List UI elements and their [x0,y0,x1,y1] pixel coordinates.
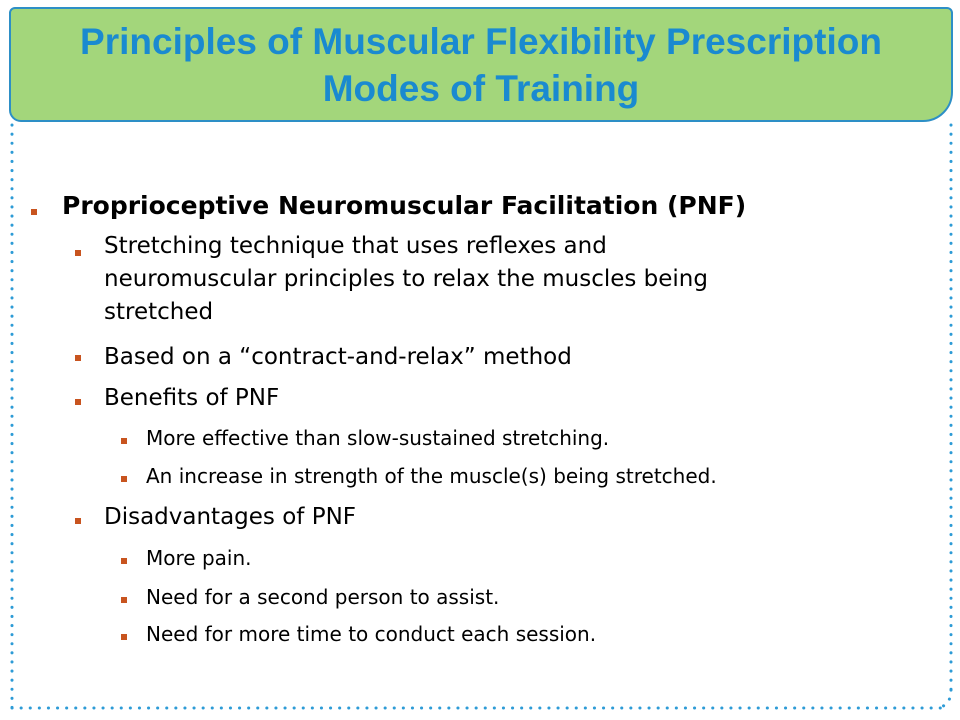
square-bullet-icon [75,399,81,405]
method-point: Based on a “contract-and-relax” method [104,344,572,370]
benefits-heading: Benefits of PNF [104,385,280,411]
square-bullet-icon [31,209,37,215]
technique-line-1: Stretching technique that uses reflexes and [104,233,607,259]
slide-title: Principles of Muscular Flexibility Prescription [80,20,882,62]
square-bullet-icon [75,355,81,361]
technique-line-3: stretched [104,299,214,325]
square-bullet-icon [121,597,127,603]
disadvantage-item: More pain. [146,546,252,570]
square-bullet-icon [75,518,81,524]
benefit-item: More effective than slow-sustained stretching. [146,426,610,450]
disadvantage-item: Need for more time to conduct each session. [146,622,597,646]
square-bullet-icon [121,558,127,564]
benefit-item: An increase in strength of the muscle(s) being stretched. [146,464,717,488]
disadvantage-item: Need for a second person to assist. [146,585,500,609]
square-bullet-icon [121,476,127,482]
square-bullet-icon [121,438,127,444]
technique-line-2: neuromuscular principles to relax the muscles being [104,266,708,292]
main-heading: Proprioceptive Neuromuscular Facilitation (PNF) [62,191,747,220]
disadvantages-heading: Disadvantages of PNF [104,504,357,530]
slide-subtitle: Modes of Training [322,67,640,109]
square-bullet-icon [75,250,81,256]
square-bullet-icon [121,634,127,640]
